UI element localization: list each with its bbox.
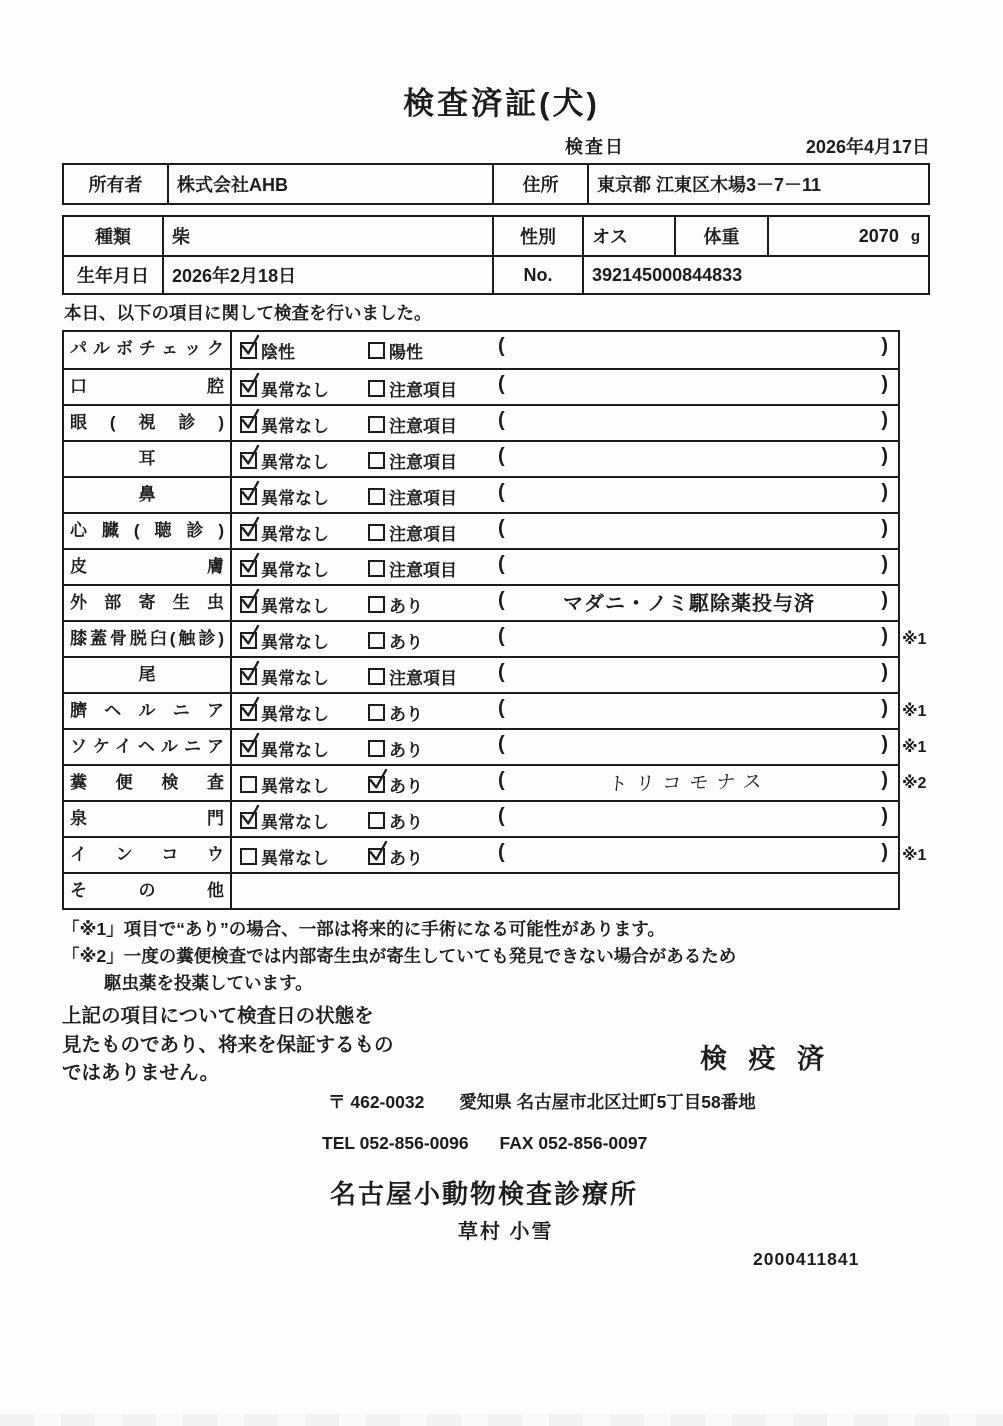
exam-row-content [232, 406, 898, 440]
paren-close: ) [881, 373, 888, 395]
exam-item-label: パルボチェック [64, 332, 232, 368]
option-2-label: 注意項目 [389, 488, 457, 508]
exam-item-label: 耳 [64, 442, 232, 476]
exam-row [64, 656, 898, 692]
intro-text: 本日、以下の項目に関して検査を行いました。 [64, 303, 432, 323]
paren-open: ( [498, 661, 505, 683]
result-option-2 [368, 514, 457, 550]
option-2-checkbox [368, 380, 385, 397]
option-2-checkbox [368, 704, 385, 721]
no-label: No. [492, 255, 582, 293]
option-2-label: 陽性 [389, 342, 423, 362]
result-option-2 [368, 622, 423, 658]
option-1-label: 異常なし [261, 596, 329, 616]
exam-item-label: 皮膚 [64, 550, 232, 584]
paren-close: ) [881, 661, 888, 683]
option-1-checkbox [240, 560, 257, 577]
paren-close: ) [881, 409, 888, 431]
paren-open: ( [498, 373, 505, 395]
option-2-checkbox [368, 488, 385, 505]
address-label: 住所 [492, 165, 587, 203]
option-2-checkbox [368, 452, 385, 469]
check-mark-icon [237, 803, 262, 828]
option-2-label: 注意項目 [389, 380, 457, 400]
paren-close: ) [881, 445, 888, 467]
result-option-1 [240, 442, 329, 478]
exam-row [64, 440, 898, 476]
weight-value-cell [767, 217, 928, 255]
exam-item-label: 糞便検査 [64, 766, 232, 800]
option-1-label: 異常なし [261, 560, 329, 580]
option-1-label: 異常なし [261, 380, 329, 400]
exam-row-content [232, 370, 898, 404]
exam-row [64, 728, 927, 764]
option-2-checkbox [368, 812, 385, 829]
exam-row-content [232, 442, 898, 476]
result-option-2 [368, 802, 423, 838]
exam-row [64, 800, 898, 836]
option-1-label: 異常なし [261, 452, 329, 472]
option-2-checkbox [368, 740, 385, 757]
result-option-1 [240, 838, 329, 874]
clinic-tel-line [322, 1133, 647, 1154]
paren-open: ( [498, 589, 505, 611]
result-option-2 [368, 332, 423, 368]
sex-label: 性別 [492, 217, 582, 255]
option-2-label: あり [389, 596, 423, 616]
option-2-checkbox [368, 596, 385, 613]
exam-item-label: 心臓(聴診) [64, 514, 232, 548]
option-1-label: 異常なし [261, 668, 329, 688]
exam-row [64, 620, 927, 656]
exam-row [64, 836, 927, 872]
disclaimer [62, 1002, 394, 1088]
option-1-checkbox [240, 668, 257, 685]
owner-label: 所有者 [88, 175, 143, 195]
breed-value: 柴 [162, 217, 492, 255]
sex-value: オス [582, 217, 674, 255]
paren-close: ) [881, 335, 888, 357]
exam-row [64, 872, 898, 908]
serial-number: 2000411841 [753, 1249, 860, 1269]
disclaimer-line-3: ではありません。 [62, 1062, 220, 1084]
birth-value: 2026年2月18日 [162, 255, 492, 293]
footnote-ref: ※1 [902, 739, 927, 756]
paren-close: ) [881, 697, 888, 719]
option-1-checkbox [240, 452, 257, 469]
option-2-checkbox [368, 416, 385, 433]
scan-artifact [0, 1414, 1003, 1426]
paren-close: ) [881, 733, 888, 755]
exam-item-label: ソケイヘルニア [64, 730, 232, 764]
paren-open: ( [498, 409, 505, 431]
paren-open: ( [498, 553, 505, 575]
footnote-2-cont: 駆虫薬を投薬しています。 [104, 973, 313, 993]
exam-item-label: その他 [64, 874, 232, 908]
option-1-label: 異常なし [261, 416, 329, 436]
result-note: マダニ・ノミ駆除薬投与済 [563, 593, 815, 615]
exam-row [64, 368, 898, 404]
check-mark-icon [237, 479, 262, 504]
clinic-name: 名古屋小動物検査診療所 [330, 1179, 639, 1209]
result-option-1 [240, 332, 295, 368]
option-1-label: 異常なし [261, 848, 329, 868]
option-1-checkbox [240, 848, 257, 865]
paren-open: ( [498, 517, 505, 539]
check-mark-icon [237, 731, 262, 756]
option-1-label: 異常なし [261, 488, 329, 508]
exam-row [64, 692, 927, 728]
option-1-checkbox [240, 342, 257, 359]
exam-row-content [232, 514, 898, 548]
owner-table [62, 163, 930, 205]
paren-open: ( [498, 481, 505, 503]
option-1-label: 異常なし [261, 704, 329, 724]
result-option-2 [368, 550, 457, 586]
result-option-2 [368, 730, 423, 766]
check-mark-icon [237, 333, 262, 358]
option-1-checkbox [240, 416, 257, 433]
option-2-label: あり [389, 848, 423, 868]
birth-label: 生年月日 [64, 255, 162, 293]
check-mark-icon [365, 839, 390, 864]
paren-open: ( [498, 769, 505, 791]
option-2-checkbox [368, 848, 385, 865]
option-1-checkbox [240, 632, 257, 649]
option-1-checkbox [240, 524, 257, 541]
option-2-checkbox [368, 632, 385, 649]
footnote-2: 「※2」一度の糞便検査では内部寄生虫が寄生していても発見できない場合があるため [62, 946, 737, 966]
check-mark-icon [237, 443, 262, 468]
exam-row-content [232, 694, 927, 728]
paren-open: ( [498, 697, 505, 719]
breed-label: 種類 [95, 227, 131, 247]
result-option-1 [240, 550, 329, 586]
option-2-label: 注意項目 [389, 560, 457, 580]
result-option-2 [368, 586, 423, 622]
owner-value: 株式会社AHB [167, 165, 492, 203]
result-option-1 [240, 514, 329, 550]
exam-item-label: 外部寄生虫 [64, 586, 232, 620]
exam-item-label: 泉門 [64, 802, 232, 836]
paren-open: ( [498, 841, 505, 863]
exam-row-content [232, 838, 927, 872]
exam-item-label: インコウ [64, 838, 232, 872]
clinic-postal: 〒 462-0032 [328, 1092, 425, 1112]
result-option-2 [368, 658, 457, 694]
check-mark-icon [237, 587, 262, 612]
clinic-postal-line [328, 1089, 756, 1114]
paren-close: ) [881, 841, 888, 863]
option-1-checkbox [240, 380, 257, 397]
result-option-1 [240, 766, 329, 802]
paren-open: ( [498, 335, 505, 357]
paren-open: ( [498, 733, 505, 755]
option-1-checkbox [240, 596, 257, 613]
option-1-checkbox [240, 704, 257, 721]
footnote-ref: ※2 [902, 775, 927, 792]
result-note: トリコモナス [607, 771, 771, 796]
exam-row-content [232, 622, 927, 656]
result-option-1 [240, 586, 329, 622]
option-1-checkbox [240, 812, 257, 829]
exam-row-content [232, 874, 898, 908]
footnote-ref: ※1 [902, 631, 927, 648]
result-option-2 [368, 838, 423, 874]
option-2-label: 注意項目 [389, 668, 457, 688]
option-1-checkbox [240, 740, 257, 757]
footnote-1: 「※1」項目で“あり”の場合、一部は将来的に手術になる可能性があります。 [62, 919, 665, 939]
exam-row-content [232, 550, 898, 584]
option-2-label: 注意項目 [389, 416, 457, 436]
check-mark-icon [237, 371, 262, 396]
paren-close: ) [881, 517, 888, 539]
exam-row-content [232, 766, 927, 800]
check-mark-icon [365, 767, 390, 792]
exam-item-label: 尾 [64, 658, 232, 692]
option-2-checkbox [368, 776, 385, 793]
address-value: 東京都 江東区木場3－7－11 [587, 165, 928, 203]
exam-item-label: 臍ヘルニア [64, 694, 232, 728]
option-2-checkbox [368, 524, 385, 541]
paren-open: ( [498, 445, 505, 467]
exam-row [64, 548, 898, 584]
option-1-label: 異常なし [261, 524, 329, 544]
result-option-1 [240, 802, 329, 838]
paren-close: ) [881, 625, 888, 647]
check-mark-icon [237, 659, 262, 684]
option-2-checkbox [368, 342, 385, 359]
result-option-2 [368, 478, 457, 514]
exam-row [64, 476, 898, 512]
option-2-label: 注意項目 [389, 452, 457, 472]
option-2-label: あり [389, 632, 423, 652]
exam-item-label: 鼻 [64, 478, 232, 512]
exam-table [62, 330, 927, 910]
option-1-label: 異常なし [261, 740, 329, 760]
exam-item-label: 眼(視診) [64, 406, 232, 440]
no-value: 392145000844833 [582, 255, 928, 293]
exam-item-label: 膝蓋骨脱臼(触診) [64, 622, 232, 656]
exam-row-content [232, 730, 927, 764]
result-option-1 [240, 730, 329, 766]
weight-value: 2070 [858, 225, 899, 246]
footnote-ref: ※1 [902, 847, 927, 864]
option-2-label: あり [389, 740, 423, 760]
exam-date-value: 2026年4月17日 [805, 137, 930, 157]
option-2-label: あり [389, 704, 423, 724]
result-option-1 [240, 478, 329, 514]
exam-date-label: 検査日 [565, 137, 625, 157]
result-option-2 [368, 766, 423, 802]
check-mark-icon [237, 623, 262, 648]
paren-open: ( [498, 625, 505, 647]
result-option-2 [368, 694, 423, 730]
exam-row-content [232, 802, 898, 836]
option-1-checkbox [240, 776, 257, 793]
paren-close: ) [881, 769, 888, 791]
veterinarian-name: 草村 小雪 [458, 1221, 554, 1243]
exam-row-content [232, 658, 898, 692]
exam-row [64, 404, 898, 440]
result-option-1 [240, 622, 329, 658]
weight-unit: g [910, 227, 920, 245]
footnotes [62, 916, 736, 997]
result-option-1 [240, 658, 329, 694]
result-option-1 [240, 370, 329, 406]
paren-close: ) [881, 805, 888, 827]
option-2-checkbox [368, 668, 385, 685]
result-option-1 [240, 406, 329, 442]
option-1-label: 異常なし [261, 632, 329, 652]
paren-open: ( [498, 805, 505, 827]
option-1-label: 異常なし [261, 812, 329, 832]
paren-close: ) [881, 481, 888, 503]
option-2-label: あり [389, 776, 423, 796]
exam-row-content [232, 478, 898, 512]
clinic-tel: TEL 052-856-0096 [322, 1133, 469, 1153]
result-option-2 [368, 370, 457, 406]
check-mark-icon [237, 515, 262, 540]
clinic-address: 愛知県 名古屋市北区辻町5丁目58番地 [459, 1092, 756, 1112]
disclaimer-line-1: 上記の項目について検査日の状態を [62, 1005, 374, 1027]
option-1-label: 異常なし [261, 776, 329, 796]
animal-info-table [62, 215, 930, 295]
option-2-checkbox [368, 560, 385, 577]
exam-row [64, 764, 927, 800]
option-1-label: 陰性 [261, 342, 295, 362]
check-mark-icon [237, 407, 262, 432]
page-title: 検査済証(犬) [403, 86, 600, 121]
option-1-checkbox [240, 488, 257, 505]
exam-row [64, 512, 898, 548]
result-option-1 [240, 694, 329, 730]
exam-item-label: 口腔 [64, 370, 232, 404]
exam-row [64, 332, 898, 368]
check-mark-icon [237, 551, 262, 576]
exam-row-content [232, 332, 898, 368]
weight-label: 体重 [674, 217, 767, 255]
result-option-2 [368, 406, 457, 442]
exam-row [64, 584, 898, 620]
paren-close: ) [881, 553, 888, 575]
result-option-2 [368, 442, 457, 478]
quarantine-stamp: 検 疫 済 [700, 1044, 832, 1074]
option-2-label: 注意項目 [389, 524, 457, 544]
exam-row-content [232, 586, 898, 620]
footnote-ref: ※1 [902, 703, 927, 720]
option-2-label: あり [389, 812, 423, 832]
paren-close: ) [881, 589, 888, 611]
check-mark-icon [237, 695, 262, 720]
disclaimer-line-2: 見たものであり、将来を保証するもの [62, 1033, 394, 1056]
clinic-fax: FAX 052-856-0097 [499, 1133, 648, 1153]
